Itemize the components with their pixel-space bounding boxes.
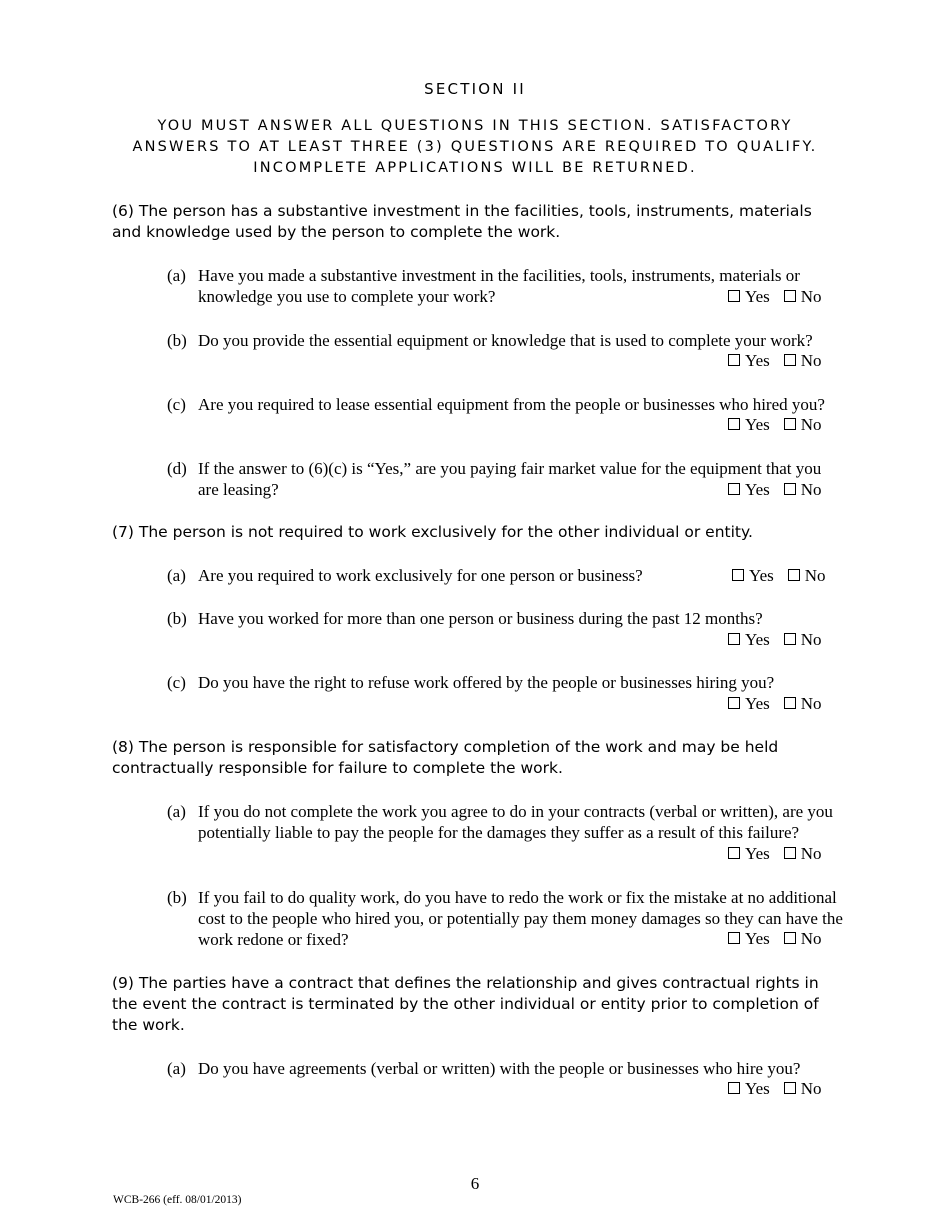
yes-checkbox[interactable] <box>728 1082 740 1094</box>
no-label: No <box>800 480 822 499</box>
answer-8a <box>728 843 822 864</box>
answer-7a <box>732 565 826 586</box>
no-checkbox[interactable] <box>788 569 800 581</box>
no-label: No <box>800 694 822 713</box>
section-8-title: (8) The person is responsible for satisfactory completion of the work and may be held contractually responsible for failure to complete the work. <box>112 738 779 777</box>
answer-9a <box>728 1078 822 1099</box>
question-letter: (a) <box>167 566 186 585</box>
question-letter: (a) <box>167 1059 186 1078</box>
question-letter: (d) <box>167 459 187 478</box>
question-text: Do you have agreements (verbal or written) with the people or businesses who hire you? <box>198 1059 801 1078</box>
yes-label: Yes <box>749 566 774 585</box>
no-label: No <box>800 630 822 649</box>
no-checkbox[interactable] <box>784 847 796 859</box>
yes-checkbox[interactable] <box>728 290 740 302</box>
yes-label: Yes <box>745 630 770 649</box>
form-footer: WCB-266 (eff. 08/01/2013) <box>113 1194 242 1206</box>
section-6-title: (6) The person has a substantive investment in the facilities, tools, instruments, materials and knowledge used by the person to complete the work. <box>112 202 812 241</box>
question-letter: (a) <box>167 266 186 285</box>
yes-label: Yes <box>745 844 770 863</box>
answer-6c <box>728 414 822 435</box>
no-checkbox[interactable] <box>784 1082 796 1094</box>
yes-checkbox[interactable] <box>728 354 740 366</box>
question-letter: (b) <box>167 331 187 350</box>
no-label: No <box>800 415 822 434</box>
no-checkbox[interactable] <box>784 418 796 430</box>
no-checkbox[interactable] <box>784 354 796 366</box>
section-7-title: (7) The person is not required to work exclusively for the other individual or entity. <box>112 523 753 541</box>
yes-label: Yes <box>745 415 770 434</box>
question-letter: (b) <box>167 888 187 907</box>
section-9-title: (9) The parties have a contract that defines the relationship and gives contractual rights in the event the contract is terminated by the other individual or entity prior to completion of the work. <box>112 974 819 1034</box>
yes-label: Yes <box>745 480 770 499</box>
yes-label: Yes <box>745 1079 770 1098</box>
answer-6d <box>728 479 822 500</box>
no-label: No <box>800 929 822 948</box>
no-checkbox[interactable] <box>784 633 796 645</box>
answer-7c <box>728 693 822 714</box>
no-checkbox[interactable] <box>784 290 796 302</box>
no-checkbox[interactable] <box>784 483 796 495</box>
no-label: No <box>804 566 826 585</box>
question-letter: (c) <box>167 673 186 692</box>
no-label: No <box>800 1079 822 1098</box>
question-text: Do you have the right to refuse work offered by the people or businesses hiring you? <box>198 673 775 692</box>
no-checkbox[interactable] <box>784 697 796 709</box>
instruction-line-3: INCOMPLETE APPLICATIONS WILL BE RETURNED. <box>253 160 697 176</box>
no-label: No <box>800 844 822 863</box>
section-heading: SECTION II <box>424 80 526 98</box>
yes-checkbox[interactable] <box>728 633 740 645</box>
answer-6b <box>728 350 822 371</box>
question-letter: (c) <box>167 395 186 414</box>
question-text: Are you required to lease essential equipment from the people or businesses who hired you? <box>198 395 825 414</box>
no-label: No <box>800 287 822 306</box>
question-text: Do you provide the essential equipment or knowledge that is used to complete your work? <box>198 331 813 350</box>
yes-label: Yes <box>745 287 770 306</box>
answer-8b <box>728 928 822 949</box>
answer-6a <box>728 286 822 307</box>
question-text: If you do not complete the work you agree to do in your contracts (verbal or written), are you potentially liable to pay the people for the damages they suffer as a result of this failure? <box>198 802 833 842</box>
question-letter: (a) <box>167 802 186 821</box>
page-number: 6 <box>470 1174 480 1193</box>
yes-label: Yes <box>745 351 770 370</box>
question-text: Are you required to work exclusively for one person or business? <box>198 566 643 585</box>
instruction-line-1: YOU MUST ANSWER ALL QUESTIONS IN THIS SECTION. SATISFACTORY <box>157 118 793 134</box>
yes-checkbox[interactable] <box>728 697 740 709</box>
yes-checkbox[interactable] <box>728 932 740 944</box>
question-text: If the answer to (6)(c) is “Yes,” are you paying fair market value for the equipment that you are leasing? <box>198 459 822 499</box>
yes-label: Yes <box>745 694 770 713</box>
yes-checkbox[interactable] <box>732 569 744 581</box>
yes-checkbox[interactable] <box>728 418 740 430</box>
no-checkbox[interactable] <box>784 932 796 944</box>
no-label: No <box>800 351 822 370</box>
answer-7b <box>728 629 822 650</box>
question-text: If you fail to do quality work, do you have to redo the work or fix the mistake at no additional cost to the people who hired you, or potentially pay them money damages so they can have the work redone or fixed? <box>198 888 843 949</box>
question-letter: (b) <box>167 609 187 628</box>
instruction-line-2: ANSWERS TO AT LEAST THREE (3) QUESTIONS ARE REQUIRED TO QUALIFY. <box>132 139 818 155</box>
question-text: Have you made a substantive investment in the facilities, tools, instruments, materials or knowledge you use to complete your work? <box>198 266 800 306</box>
yes-checkbox[interactable] <box>728 483 740 495</box>
yes-label: Yes <box>745 929 770 948</box>
yes-checkbox[interactable] <box>728 847 740 859</box>
question-text: Have you worked for more than one person or business during the past 12 months? <box>198 609 763 628</box>
